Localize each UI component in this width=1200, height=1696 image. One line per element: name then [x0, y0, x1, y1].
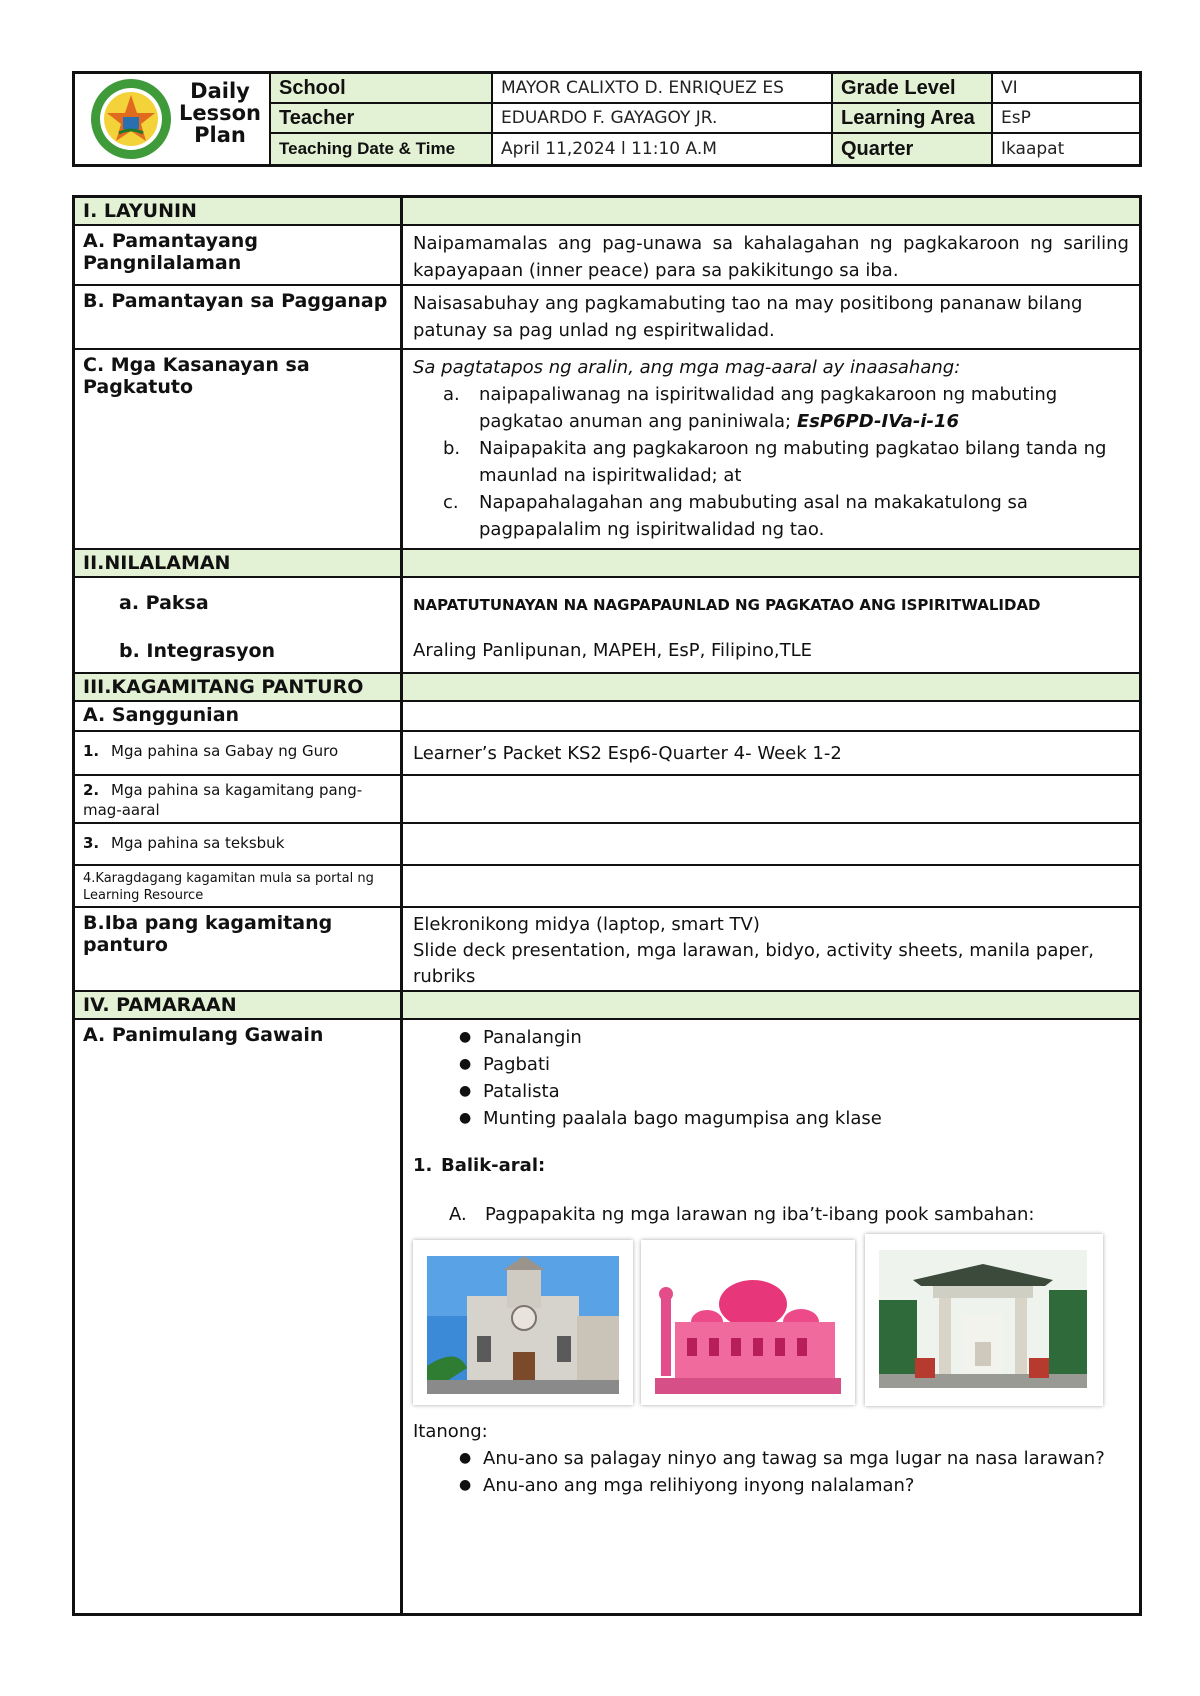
- row-sanggunian: [75, 702, 1139, 732]
- row-ref-gabay: [75, 732, 1139, 776]
- list-item: c. Napapahalagahan ang mabubuting asal na makakatulong sa pagpapalalim ng ispiritwalidad ng tao.: [443, 492, 1028, 540]
- row-ref-teksbuk: [75, 824, 1139, 866]
- row-content: [403, 908, 1139, 990]
- mosque-photo: [641, 1240, 855, 1405]
- row-ref-portal: [75, 866, 1139, 908]
- itanong-label: Itanong:: [413, 1421, 488, 1442]
- row-blank: [403, 776, 1139, 822]
- temple-gate-image: [879, 1250, 1087, 1388]
- row-iba-pang-kagamitan: [75, 908, 1139, 992]
- church-photo: [413, 1240, 633, 1405]
- grade-level-label: Grade Level: [833, 74, 993, 104]
- row-label: [75, 578, 403, 672]
- row-pamantayang-pangnilalaman: [75, 226, 1139, 286]
- teacher-label: Teacher: [271, 104, 493, 134]
- row-text: Naipamamalas ang pag-unawa sa kahalagahan ng pagkakaroon ng sariling kapayapaan (inner peace) para sa pakikitungo sa iba.: [413, 233, 1129, 281]
- balik-aral-item: A. Pagpapakita ng mga larawan ng iba’t-ibang pook sambahan:: [449, 1204, 1035, 1225]
- quarter-value: Ikaapat: [1001, 139, 1065, 159]
- header-table: [72, 71, 1142, 167]
- itanong-block: [413, 1418, 1113, 1499]
- list-item: ● Anu-ano ang mga relihiyong inyong nalalaman?: [459, 1475, 915, 1496]
- row-ref-pang-mag-aaral: [75, 776, 1139, 824]
- lesson-table: [72, 195, 1142, 1616]
- competency-code: EsP6PD-IVa-i-16: [796, 411, 960, 432]
- itanong-list: [413, 1445, 1113, 1499]
- row-label: 4.Karagdagang kagamitan mula sa portal ng Learning Resource: [75, 866, 403, 906]
- list-item: ● Munting paalala bago magumpisa ang klase: [459, 1108, 882, 1129]
- paksa-label: a. Paksa: [119, 592, 209, 614]
- iba-line-1: Elekronikong midya (laptop, smart TV): [413, 914, 760, 935]
- section-blank: [403, 550, 1139, 576]
- row-paksa-integrasyon: [75, 578, 1139, 674]
- temple-gate-photo: [865, 1234, 1103, 1406]
- section-kagamitan: [75, 674, 1139, 702]
- date-time-value: April 11,2024 l 11:10 A.M: [493, 134, 833, 164]
- integrasyon-label: b. Integrasyon: [119, 640, 276, 662]
- section-title: II.NILALAMAN: [75, 550, 403, 576]
- section-title: IV. PAMARAAN: [75, 992, 403, 1018]
- row-label: A. Panimulang Gawain: [75, 1020, 403, 1613]
- row-blank: [403, 866, 1139, 906]
- date-time-label: Teaching Date & Time: [271, 134, 493, 164]
- row-label: 2. Mga pahina sa kagamitang pang-mag-aaral: [75, 776, 403, 822]
- row-content: [403, 578, 1139, 672]
- list-item: ● Pagbati: [459, 1054, 551, 1075]
- school-label: School: [271, 74, 493, 104]
- section-layunin: [75, 198, 1139, 226]
- grade-level-value: VI: [993, 74, 1139, 104]
- row-label: A. Sanggunian: [75, 702, 403, 730]
- row-label: 3. Mga pahina sa teksbuk: [75, 824, 403, 864]
- section-blank: [403, 198, 1139, 224]
- church-image: [427, 1256, 619, 1394]
- quarter-label: Quarter: [833, 134, 993, 164]
- list-item: b. Naipapakita ang pagkakaroon ng mabuting pagkatao bilang tanda ng maunlad na ispiritwalidad; at: [443, 438, 1107, 486]
- row-text: Naisasabuhay ang pagkamabuting tao na may positibong pananaw bilang patunay sa pag unlad ng espiritwalidad.: [413, 293, 1083, 341]
- row-label: C. Mga Kasanayan sa Pagkatuto: [75, 350, 403, 548]
- row-panimulang-gawain: [75, 1020, 1139, 1613]
- teacher-value: EDUARDO F. GAYAGOY JR.: [493, 104, 833, 134]
- learning-area-label: Learning Area: [833, 104, 993, 134]
- paksa-value: NAPATUTUNAYAN NA NAGPAPAUNLAD NG PAGKATAO ANG ISPIRITWALIDAD: [413, 596, 1041, 614]
- iba-line-2: Slide deck presentation, mga larawan, bidyo, activity sheets, manila paper, rubriks: [413, 940, 1094, 987]
- list-item: ● Patalista: [459, 1081, 560, 1102]
- kasanayan-intro: Sa pagtatapos ng aralin, ang mga mag-aaral ay inaasahang:: [413, 357, 961, 378]
- row-pamantayan-pagganap: [75, 286, 1139, 350]
- section-title: III.KAGAMITANG PANTURO: [75, 674, 403, 700]
- row-blank: [403, 702, 1139, 730]
- learning-area-value: EsP: [993, 104, 1139, 134]
- mosque-image: [655, 1256, 841, 1394]
- row-label: B.Iba pang kagamitang panturo: [75, 908, 403, 990]
- section-blank: [403, 674, 1139, 700]
- row-label: A. Pamantayang Pangnilalaman: [75, 226, 403, 284]
- integrasyon-value: Araling Panlipunan, MAPEH, EsP, Filipino,TLE: [413, 640, 813, 661]
- section-blank: [403, 992, 1139, 1018]
- section-title: I. LAYUNIN: [75, 198, 403, 224]
- list-item: ● Anu-ano sa palagay ninyo ang tawag sa mga lugar na nasa larawan?: [459, 1448, 1105, 1469]
- kasanayan-list: [413, 381, 1129, 543]
- dlp-title: Daily Lesson Plan: [178, 79, 261, 147]
- row-label: B. Pamantayan sa Pagganap: [75, 286, 403, 348]
- row-kasanayan: [75, 350, 1139, 550]
- section-nilalaman: [75, 550, 1139, 578]
- panimula-list: [413, 1024, 1129, 1132]
- section-pamaraan: [75, 992, 1139, 1020]
- row-content: [403, 350, 1139, 548]
- list-item: a. naipapaliwanag na ispiritwalidad ang pagkakaroon ng mabuting pagkatao anuman ang paniniwala; EsP6PD-IVa-i-16: [443, 384, 1058, 432]
- logo-cell: [75, 74, 271, 164]
- row-text: Learner’s Packet KS2 Esp6-Quarter 4- Week 1-2: [413, 743, 842, 764]
- school-value: MAYOR CALIXTO D. ENRIQUEZ ES: [493, 74, 833, 104]
- list-item: ● Panalangin: [459, 1027, 582, 1048]
- balik-aral-heading: 1. Balik-aral:: [413, 1155, 546, 1176]
- row-blank: [403, 824, 1139, 864]
- school-seal-icon: [89, 77, 173, 161]
- row-label: 1. Mga pahina sa Gabay ng Guro: [75, 732, 403, 774]
